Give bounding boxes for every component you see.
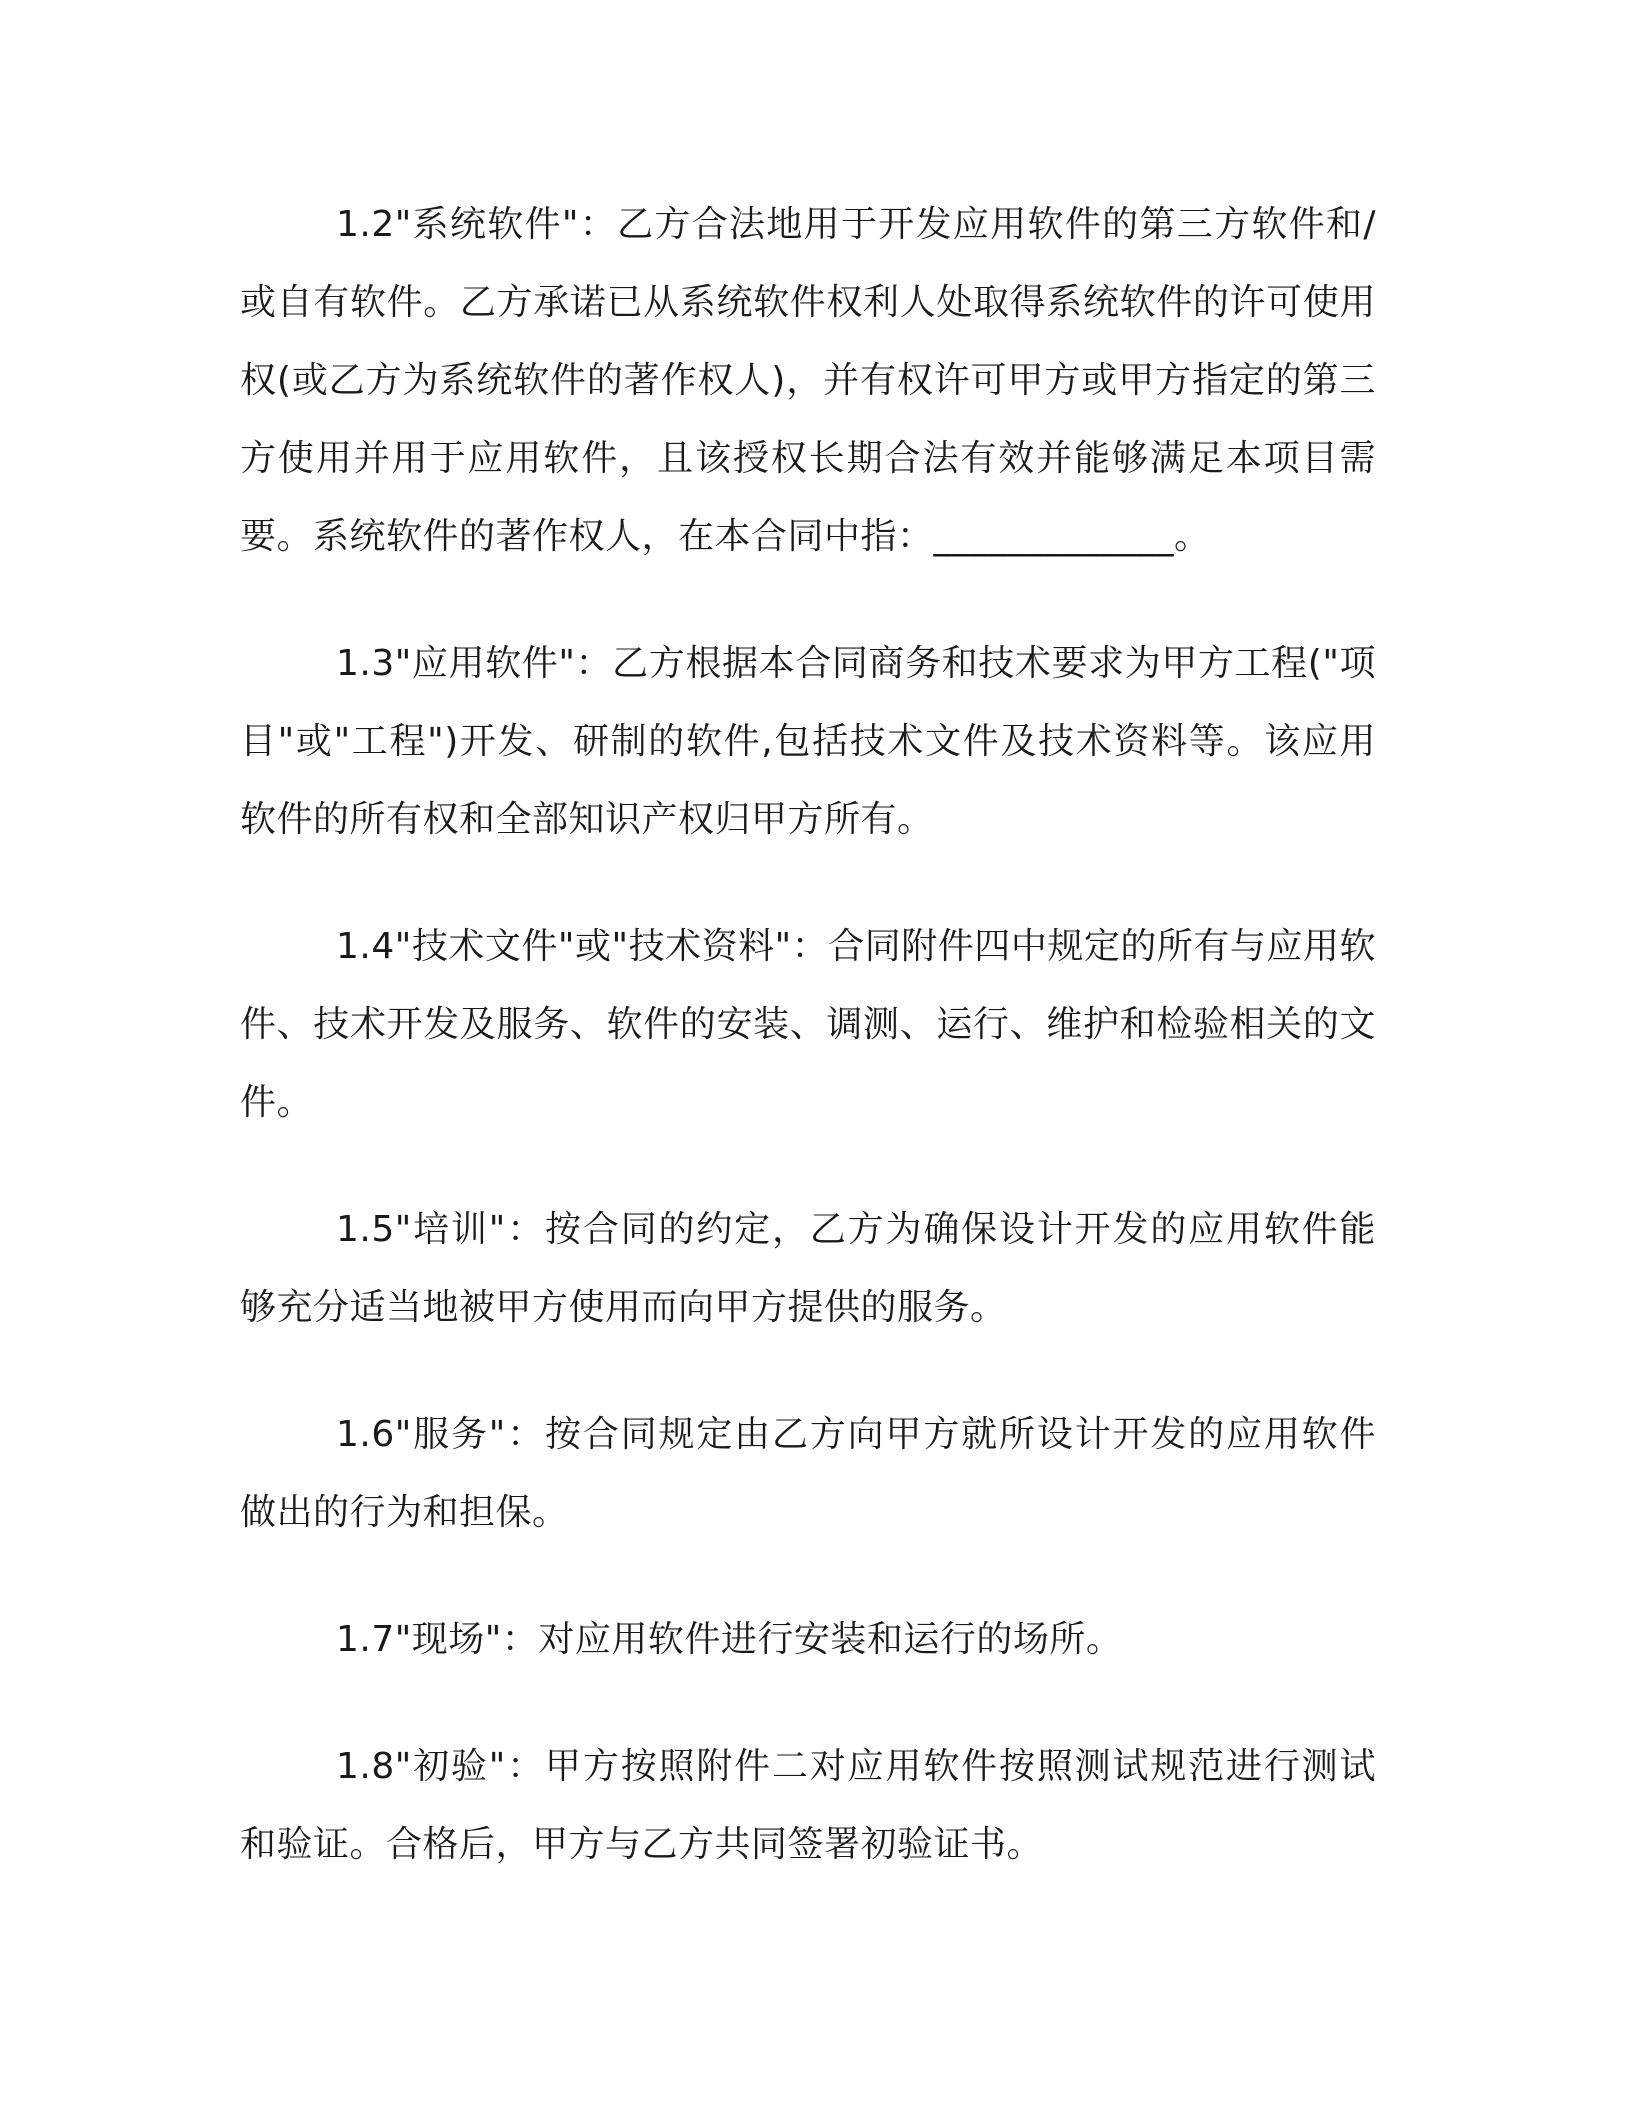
clause-1-5-training: 1.5"培训"：按合同的约定，乙方为确保设计开发的应用软件能够充分适当地被甲方使用而向甲方提供的服务。 <box>240 1209 1376 1328</box>
clause-1-3-application-software: 1.3"应用软件"：乙方根据本合同商务和技术要求为甲方工程("项目"或"工程")开发、研制的软件,包括技术文件及技术资料等。该应用软件的所有权和全部知识产权归甲方所有。 <box>240 643 1376 840</box>
clause-1-7-site: 1.7"现场"：对应用软件进行安装和运行的场所。 <box>336 1619 1123 1660</box>
clause-1-8-preliminary-acceptance: 1.8"初验"：甲方按照附件二对应用软件按照测试规范进行测试和验证。合格后，甲方与乙方共同签署初验证书。 <box>240 1746 1376 1865</box>
document-body <box>240 186 1376 1933</box>
clause-1-6-service: 1.6"服务"：按合同规定由乙方向甲方就所设计开发的应用软件做出的行为和担保。 <box>240 1414 1376 1533</box>
clause-1-4-technical-documents: 1.4"技术文件"或"技术资料"：合同附件四中规定的所有与应用软件、技术开发及服务、软件的安装、调测、运行、维护和检验相关的文件。 <box>240 926 1376 1123</box>
clause-1-2-system-software: 1.2"系统软件"：乙方合法地用于开发应用软件的第三方软件和/或自有软件。乙方承诺已从系统软件权利人处取得系统软件的许可使用权(或乙方为系统软件的著作权人)，并有权许可甲方或甲方指定的第三方使用并用于应用软件，且该授权长期合法有效并能够满足本项目需要。系统软件的著作权人，在本合同中指：_____________。 <box>240 204 1376 557</box>
